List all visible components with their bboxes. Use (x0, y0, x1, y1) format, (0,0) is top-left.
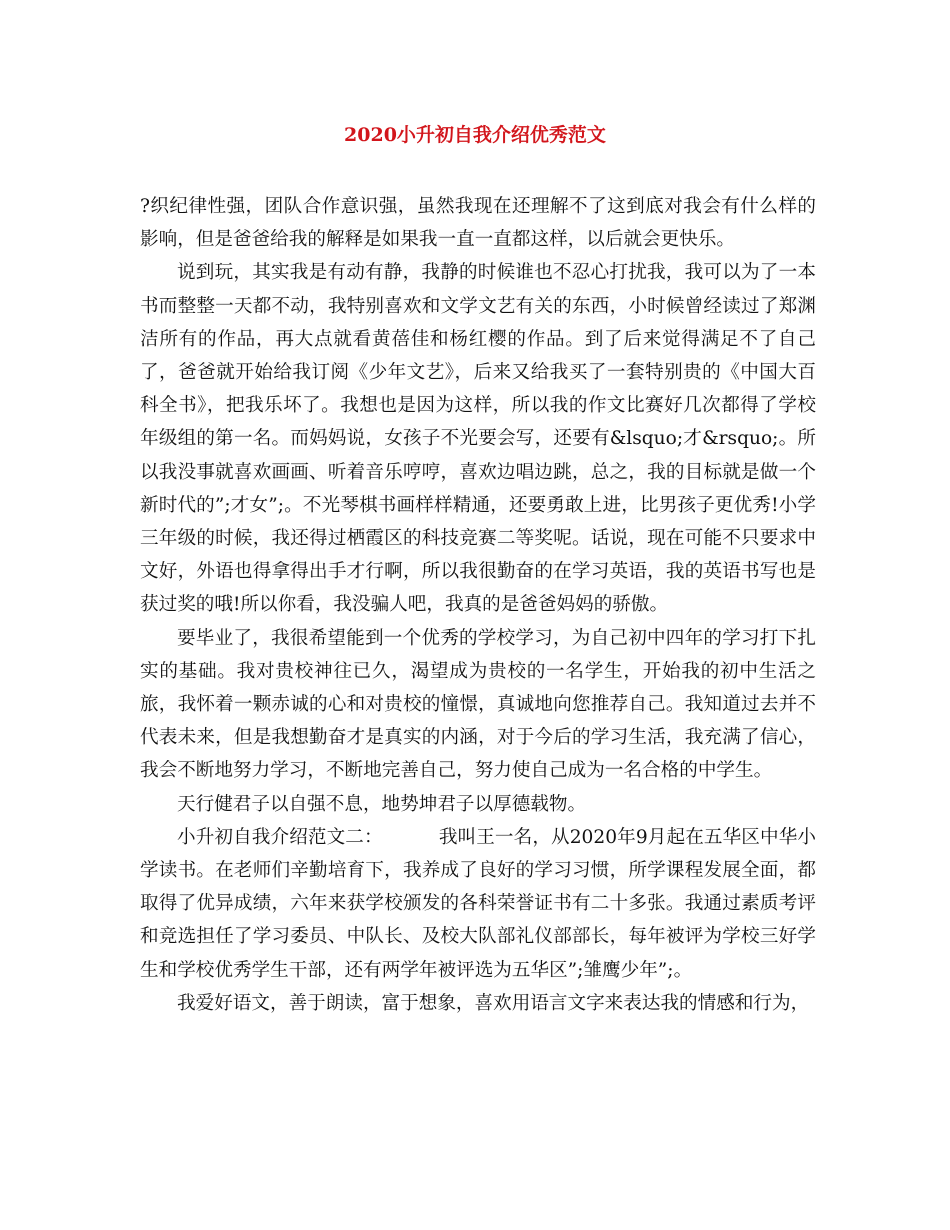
essay2-heading: 小升初自我介绍范文二： (177, 826, 383, 848)
essay2-text: 我叫王一名，从2020年9月起在五华区中华小学读书。在老师们辛勤培育下，我养成了良好的学习习惯，所学课程发展全面，都取得了优异成绩，六年来获学校颁发的各科荣誉证书有二十多张。我通过素质考评和竞选担任了学习委员、中队长、及校大队部礼仪部部长，每年被评为学校三好学生和学校优秀学生干部，还有两学年被评选为五华区”;雏鹰少年”;。 (140, 826, 816, 981)
paragraph-6: 我爱好语文，善于朗读，富于想象，喜欢用语言文字来表达我的情感和行为， (177, 992, 810, 1014)
document-title: 2020小升初自我介绍优秀范文 (344, 124, 606, 146)
paragraph-1: ?织纪律性强，团队合作意识强，虽然我现在还理解不了这到底对我会有什么样的影响，但是爸爸给我的解释是如果我一直一直都这样，以后就会更快乐。 (140, 196, 816, 251)
paragraph-2: 说到玩，其实我是有动有静，我静的时候谁也不忍心打扰我，我可以为了一本书而整整一天都不动，我特别喜欢和文学文艺有关的东西，小时候曾经读过了郑渊洁所有的作品，再大点就看黄蓓佳和杨红樱的作品。到了后来觉得满足不了自己了，爸爸就开始给我订阅《少年文艺》，后来又给我买了一套特别贵的《中国大百科全书》，把我乐坏了。我想也是因为这样，所以我的作文比赛好几次都得了学校年级组的第一名。而妈妈说，女孩子不光要会写，还要有&lsquo;才&rsquo;。所以我没事就喜欢画画、听着音乐哼哼，喜欢边唱边跳，总之，我的目标就是做一个新时代的”;才女”;。不光琴棋书画样样精通，还要勇敢上进，比男孩子更优秀!小学三年级的时候，我还得过栖霞区的科技竞赛二等奖呢。话说，现在可能不只要求中文好，外语也得拿得出手才行啊，所以我很勤奋的在学习英语，我的英语书写也是获过奖的哦!所以你看，我没骗人吧，我真的是爸爸妈妈的骄傲。 (140, 262, 816, 616)
document-body (140, 190, 816, 1020)
paragraph-3: 要毕业了，我很希望能到一个优秀的学校学习，为自己初中四年的学习打下扎实的基础。我对贵校神往已久，渴望成为贵校的一名学生，开始我的初中生活之旅，我怀着一颗赤诚的心和对贵校的憧憬，真诚地向您推荐自己。我知道过去并不代表未来，但是我想勤奋才是真实的内涵，对于今后的学习生活，我充满了信心，我会不断地努力学习，不断地完善自己，努力使自己成为一名合格的中学生。 (140, 627, 816, 782)
paragraph-4: 天行健君子以自强不息，地势坤君子以厚德载物。 (177, 793, 587, 815)
paragraph-5 (140, 821, 816, 987)
